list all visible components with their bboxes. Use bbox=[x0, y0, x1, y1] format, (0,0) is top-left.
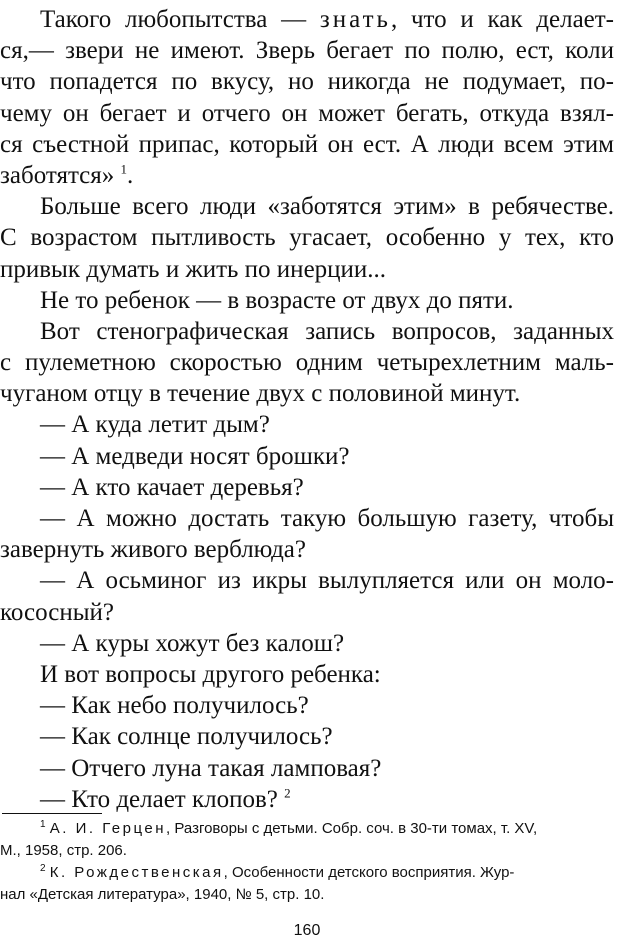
dialogue-line bbox=[0, 784, 614, 815]
emphasis-text: знать bbox=[319, 6, 391, 33]
dialogue-line: — Как небо получилось? bbox=[40, 692, 309, 720]
footnote-marker: 1 bbox=[40, 819, 46, 830]
text-fragment: Такого любопытства — bbox=[40, 6, 320, 33]
text-line: чуганом отцу в течение двух с половиной минут. bbox=[0, 380, 521, 408]
footnote-ref[interactable]: 2 bbox=[284, 785, 291, 801]
text-fragment: , что и как делает- bbox=[390, 6, 615, 33]
text-line bbox=[0, 4, 614, 35]
dialogue-line: — Отчего луна такая ламповая? bbox=[40, 754, 382, 782]
body-text bbox=[0, 4, 614, 815]
text-line: И вот вопросы другого ребенка: bbox=[40, 660, 381, 688]
footnote-ref[interactable]: 1 bbox=[120, 161, 128, 177]
text-line: с пулеметною скоростью одним четырехлетним маль- bbox=[0, 349, 614, 377]
text-fragment: . bbox=[127, 161, 134, 189]
dialogue-line: кососный? bbox=[0, 598, 114, 626]
dialogue-line: — А куры хожут без калош? bbox=[40, 629, 345, 657]
page-number: 160 bbox=[293, 922, 321, 939]
text-line bbox=[0, 160, 614, 191]
footnote-text: , Разговоры с детьми. Собр. соч. в 30-ти томах, т. XV, bbox=[166, 820, 538, 837]
text-line: Не то ребенок — в возрасте от двух до пяти. bbox=[40, 286, 514, 314]
footnote-line: М., 1958, стр. 206. bbox=[0, 842, 127, 859]
footnote-line: нал «Детская литература», 1940, № 5, стр. 10. bbox=[0, 886, 325, 903]
footnote-line bbox=[0, 862, 614, 884]
footnote-author: А. И. Герцен bbox=[49, 820, 167, 837]
footnote-line bbox=[0, 818, 614, 840]
text-line: Вот стенографическая запись вопросов, заданных bbox=[40, 317, 614, 345]
dialogue-line: — А кто качает деревья? bbox=[40, 473, 304, 501]
text-line: чему он бегает и отчего он может бегать, откуда взял- bbox=[0, 99, 614, 127]
text-line: Больше всего люди «заботятся этим» в ребячестве. bbox=[40, 193, 614, 221]
footnote-author: К. Рождественская bbox=[49, 864, 224, 881]
text-line: что попадется по вкусу, но никогда не подумает, по- bbox=[0, 68, 614, 96]
footnote-marker: 2 bbox=[40, 863, 46, 874]
dialogue-line: — А можно достать такую большую газету, чтобы bbox=[40, 505, 614, 532]
dialogue-line: — Как солнце получилось? bbox=[40, 723, 333, 751]
text-fragment: — Кто делает клопов? bbox=[40, 785, 278, 813]
text-line: ся съестной припас, который он ест. А люди всем этим bbox=[0, 130, 614, 158]
footnote-divider bbox=[2, 813, 102, 814]
dialogue-line: завернуть живого верблюда? bbox=[0, 536, 306, 564]
footnotes bbox=[0, 818, 614, 906]
dialogue-line: — А куда летит дым? bbox=[40, 411, 270, 439]
dialogue-line: — А осьминог из икры вылупляется или он моло- bbox=[40, 567, 614, 595]
dialogue-line: — А медведи носят брошки? bbox=[40, 442, 350, 470]
text-line: ся,— звери не имеют. Зверь бегает по полю, ест, коли bbox=[0, 37, 614, 65]
footnote-text: , Особенности детского восприятия. Жур- bbox=[223, 864, 515, 881]
text-fragment: заботятся» bbox=[0, 161, 115, 189]
text-line: привык думать и жить по инерции... bbox=[0, 255, 387, 283]
text-line: С возрастом пытливость угасает, особенно у тех, кто bbox=[0, 224, 614, 252]
